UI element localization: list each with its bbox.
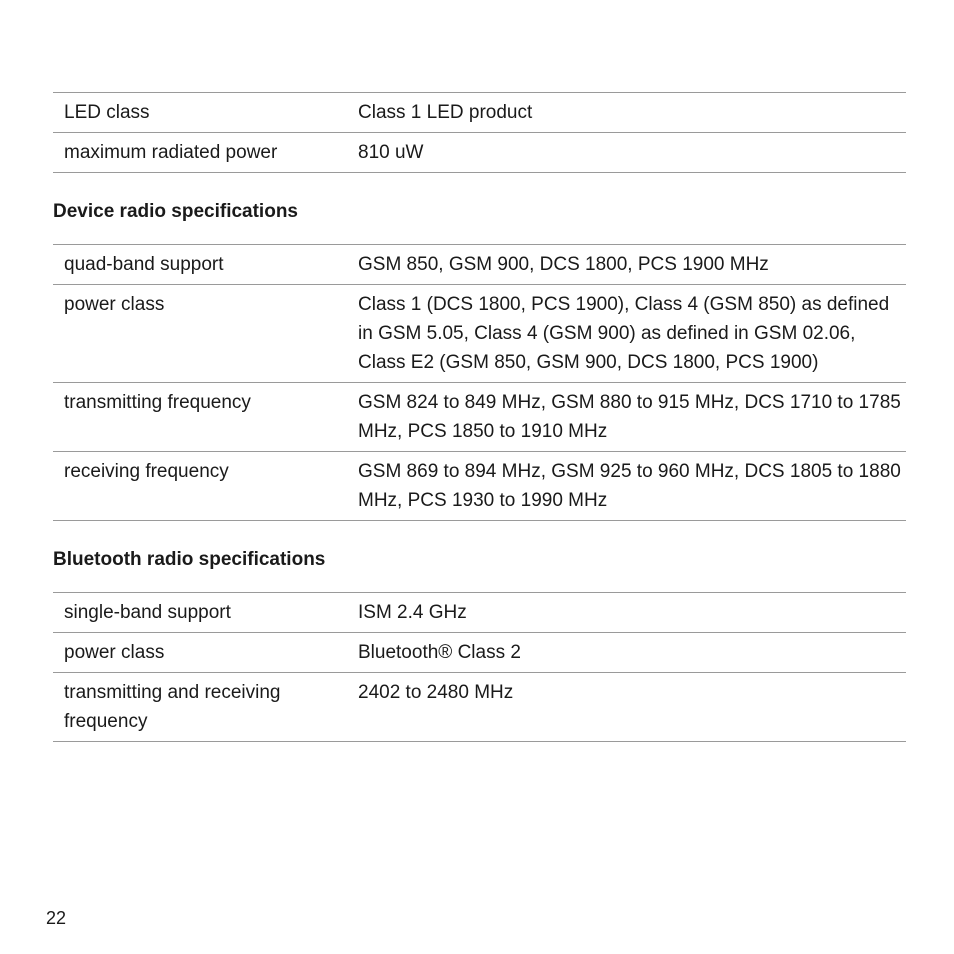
bluetooth-radio-table xyxy=(53,592,906,742)
spec-label: LED class xyxy=(53,93,358,133)
spec-value: GSM 824 to 849 MHz, GSM 880 to 915 MHz, DCS 1710 to 1785 MHz, PCS 1850 to 1910 MHz xyxy=(358,383,906,452)
spec-value: 810 uW xyxy=(358,133,906,173)
table-row xyxy=(53,673,906,742)
spec-value: GSM 869 to 894 MHz, GSM 925 to 960 MHz, DCS 1805 to 1880 MHz, PCS 1930 to 1990 MHz xyxy=(358,452,906,521)
spec-label: receiving frequency xyxy=(53,452,358,521)
table-row xyxy=(53,245,906,285)
spec-value: GSM 850, GSM 900, DCS 1800, PCS 1900 MHz xyxy=(358,245,906,285)
spec-value: Class 1 (DCS 1800, PCS 1900), Class 4 (GSM 850) as defined in GSM 5.05, Class 4 (GSM 900) as defined in GSM 02.06, Class E2 (GSM 850, GSM 900, DCS 1800, PCS 1900) xyxy=(358,285,906,383)
device-radio-table xyxy=(53,244,906,521)
spec-value: Class 1 LED product xyxy=(358,93,906,133)
table-row xyxy=(53,93,906,133)
table-row xyxy=(53,133,906,173)
spec-value: 2402 to 2480 MHz xyxy=(358,673,906,742)
spec-value: ISM 2.4 GHz xyxy=(358,593,906,633)
spec-label: power class xyxy=(53,285,358,383)
spec-page xyxy=(53,92,906,742)
spec-label: transmitting frequency xyxy=(53,383,358,452)
led-spec-table xyxy=(53,92,906,173)
table-row xyxy=(53,452,906,521)
spec-value: Bluetooth® Class 2 xyxy=(358,633,906,673)
device-radio-heading: Device radio specifications xyxy=(53,201,298,222)
table-row xyxy=(53,285,906,383)
spec-label: transmitting and receiving frequency xyxy=(53,673,358,742)
page-number: 22 xyxy=(46,908,67,928)
table-row xyxy=(53,633,906,673)
table-row xyxy=(53,383,906,452)
table-row xyxy=(53,593,906,633)
spec-label: single-band support xyxy=(53,593,358,633)
spec-label: quad-band support xyxy=(53,245,358,285)
bluetooth-radio-heading: Bluetooth radio specifications xyxy=(53,549,326,570)
spec-label: power class xyxy=(53,633,358,673)
spec-label: maximum radiated power xyxy=(53,133,358,173)
